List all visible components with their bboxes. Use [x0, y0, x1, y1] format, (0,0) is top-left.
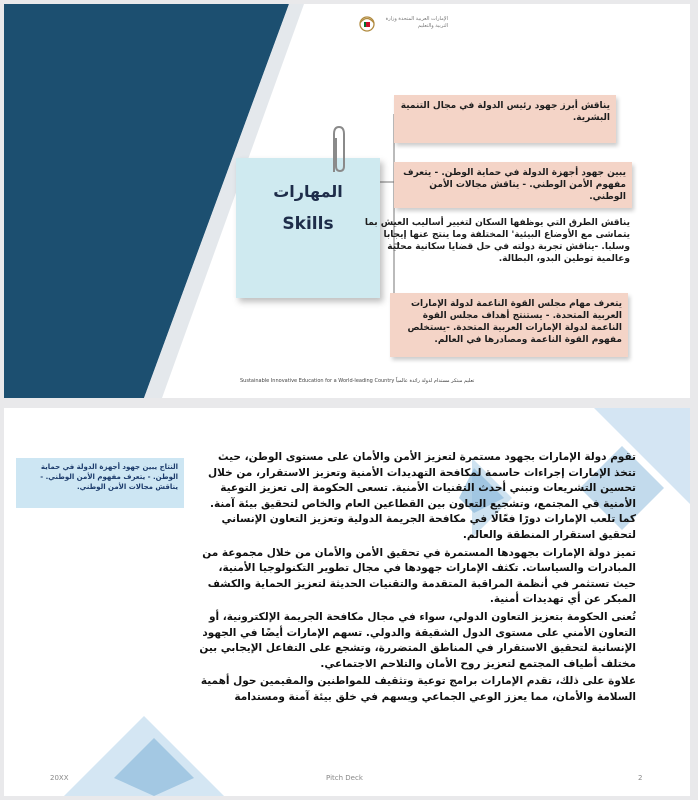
skills-card — [236, 158, 380, 298]
paragraph-4: علاوة على ذلك، تقدم الإمارات برامج توعية وتثقيف للمواطنين والمقيمين حول أهمية السلامة والأمان، مما يعزز الوعي الجماعي ويسهم في خلق بيئة آمنة ومستدامة — [200, 675, 636, 703]
skills-title-en: Skills — [282, 214, 334, 234]
skill-note-2: يبين جهود أجهزة الدولة في حماية الوطن. - يتعرف مفهوم الأمن الوطني. - يناقش مجالات الأمن الوطني. — [394, 162, 632, 208]
skill-note-3: يناقش الطرق التي يوظفها السكان لتغيير أساليب العيش بما يتماشى مع الأوضاع البيئية' المختلفة وما ينتج عنها إيجابا وسلبا. -يناقش تجربة دولته في حل قضايا سكانية محلية وعالمية توطين البدو، البطالة. — [364, 218, 630, 264]
skill-note-1: يناقش أبرز جهود رئيس الدولة في مجال التنمية البشرية. — [394, 95, 616, 143]
slide1-footer: Sustainable Innovative Education for a World-leading Country تعليم مبتكر مستدام لدولة رائدة عالمياً — [240, 378, 475, 384]
skills-title-ar: المهارات — [273, 182, 343, 201]
paperclip-icon — [328, 124, 350, 176]
ministry-logo-text: الإمارات العربية المتحدة وزارة التربية والتعليم — [385, 16, 448, 29]
content-body — [196, 450, 636, 708]
slide-skills — [4, 4, 690, 398]
footer-year: 20XX — [50, 774, 69, 782]
footer-title: Pitch Deck — [326, 774, 363, 782]
footer-page-number: 2 — [638, 774, 643, 782]
paragraph-1: تقوم دولة الإمارات بجهود مستمرة لتعزيز الأمن والأمان على مستوى الوطن، حيث تتخذ الإمارات إجراءات حاسمة لمكافحة التهديدات الأمنية وتعزيز الاستقرار، من خلال تحسين التشريعات وتبني أحدث التقنيات الأمنية. تسعى الحكومة إلى تعزيز التوعية الأمنية في المجتمع، وتشجيع التعاون بين القطاعين العام والخاص لتحقيق بيئة آمنة. كما تلعب الإمارات دورًا فعّالًا في مكافحة الجريمة الدولية وتعزيز التعاون الإنساني لتحقيق استقرار المنطقة والعالم. — [208, 451, 636, 541]
skill-note-4: يتعرف مهام مجلس القوة الناعمة لدولة الإمارات العربية المتحدة. - يستنتج أهداف مجلس القوة الناعمة لدولة الإمارات العربية المتحدة. -يستخلص مفهوم القوة الناعمة ومصادرها في العالم. — [390, 293, 628, 357]
paragraph-2: تميز دولة الإمارات بجهودها المستمرة في تحقيق الأمن والأمان من خلال مجموعة من المبادرات والسياسات. تكثف الإمارات جهودها في مجال تطوير التكنولوجيا الأمنية، حيث تستثمر في أنظمة المراقبة المتقدمة والتقنيات الحديثة لتعزيز الحماية والكشف المبكر عن أي تهديدات أمنية. — [202, 546, 636, 606]
learning-outcome-box: النتاج يبين جهود أجهزة الدولة في حماية الوطن. - يتعرف مفهوم الأمن الوطني. - يناقش مجالات الأمن الوطني. — [16, 458, 184, 508]
slide-content — [4, 408, 690, 796]
paragraph-3: تُعنى الحكومة بتعزيز التعاون الدولي، سواء في مجال مكافحة الجريمة الإلكترونية، أو التعاون الأمني على مستوى الدول الشقيقة والدولي. تسهم الإمارات أيضًا في الجهود الإنسانية لتحقيق الاستقرار في المناطق المتضررة، وتشجع على التفاعل الإيجابي بين مختلف أطياف المجتمع لتعزيز روح الأمان والتلاحم الاجتماعي. — [199, 610, 636, 670]
